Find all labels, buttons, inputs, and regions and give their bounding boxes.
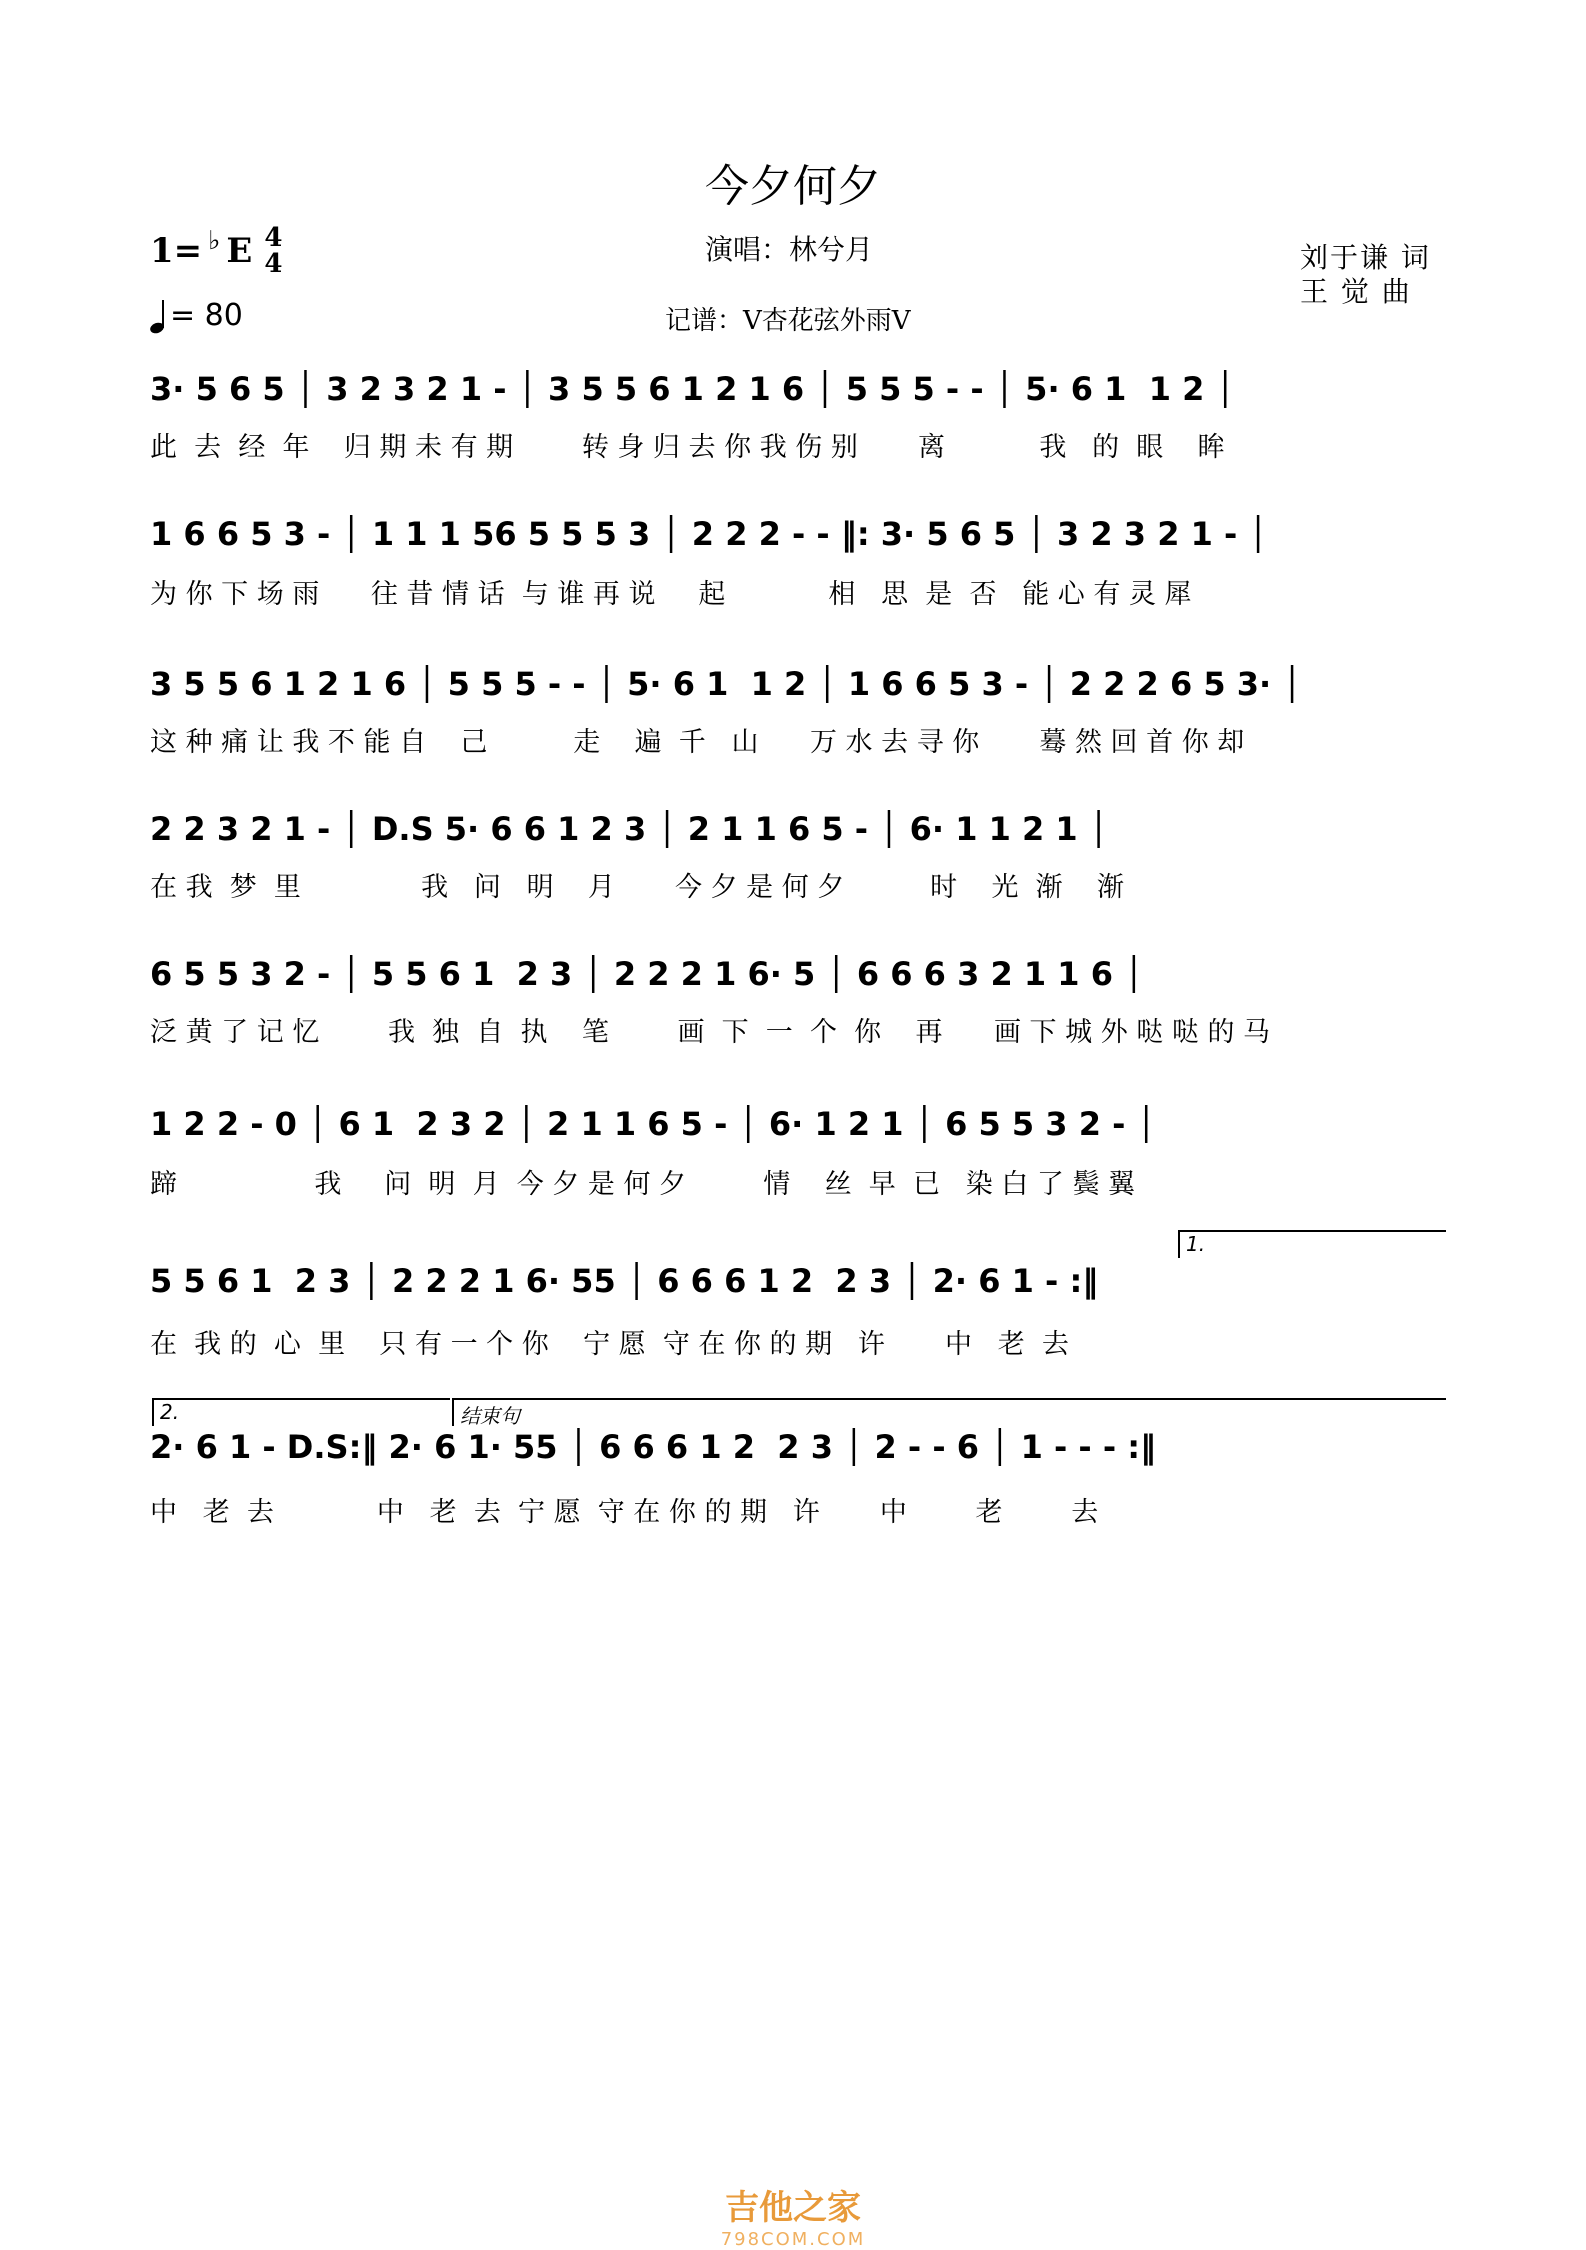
time-top: 4 [264,223,283,253]
singer-credit: 演唱：林兮月 [705,233,874,266]
second-ending-bracket [152,1398,450,1426]
site-watermark [0,2180,1586,2250]
tempo-value: = 80 [170,298,243,333]
notation-row-2: 1 6 6 5 3 - │ 1 1 1 56 5 5 5 3 │ 2 2 2 - - ‖: 3· 5 6 5 │ 3 2 3 2 1 - │ [150,515,1268,553]
lyrics-row-1: 此 去 经 年 归 期 未 有 期 转 身 归 去 你 我 伤 别 离 我 的 眼 眸 [150,432,1225,463]
notation-row-3: 3 5 5 6 1 2 1 6 │ 5 5 5 - - │ 5· 6 1 1 2 │ 1 6 6 5 3 - │ 2 2 2 6 5 3· │ [150,665,1302,703]
watermark-title: 吉他之家 [725,2188,861,2228]
notation-row-7: 5 5 6 1 2 3 │ 2 2 2 1 6· 55 │ 6 6 6 1 2 2 3 │ 2· 6 1 - :‖ [150,1262,1099,1300]
composer-credit: 王 觉 曲 [1300,275,1412,308]
first-ending-label: 1. [1186,1232,1206,1256]
time-bottom: 4 [264,249,283,279]
time-signature [264,225,282,277]
key-note: E [226,231,253,271]
second-ending-label: 2. [160,1400,180,1424]
notation-row-1: 3· 5 6 5 │ 3 2 3 2 1 - │ 3 5 5 6 1 2 1 6 │ 5 5 5 - - │ 5· 6 1 1 2 │ [150,370,1235,408]
notation-row-5: 6 5 5 3 2 - │ 5 5 6 1 2 3 │ 2 2 2 1 6· 5 │ 6 6 6 3 2 1 1 6 │ [150,955,1144,993]
flat-sign: ♭ [208,226,221,256]
lyrics-row-3: 这 种 痛 让 我 不 能 自 己 走 遍 千 山 万 水 去 寻 你 蓦 然 回 首 你 却 [150,727,1245,758]
quarter-note-icon [150,299,166,333]
lyrics-row-5: 泛 黄 了 记 忆 我 独 自 执 笔 画 下 一 个 你 再 画 下 城 外 哒 哒 的 马 [150,1017,1271,1048]
coda-label: 结束句 [460,1404,520,1428]
lyricist-credit: 刘于谦 词 [1300,241,1431,274]
first-ending-bracket [1178,1230,1446,1258]
song-title: 今夕何夕 [705,161,881,212]
transcriber-credit: 记谱：V杏花弦外雨V [665,306,911,336]
lyrics-row-6: 蹄 我 问 明 月 今 夕 是 何 夕 情 丝 早 已 染 白 了 鬓 翼 [150,1169,1136,1200]
coda-bracket [452,1398,1446,1426]
key-signature [150,225,282,277]
watermark-url: 798COM.COM [720,2229,866,2250]
notation-row-4: 2 2 3 2 1 - │ D.S 5· 6 6 1 2 3 │ 2 1 1 6 5 - │ 6· 1 1 2 1 │ [150,810,1109,848]
lyrics-row-8: 中 老 去 中 老 去 宁 愿 守 在 你 的 期 许 中 老 去 [150,1497,1099,1528]
lyrics-row-2: 为 你 下 场 雨 往 昔 情 话 与 谁 再 说 起 相 思 是 否 能 心 有 灵 犀 [150,579,1192,610]
lyrics-row-7: 在 我 的 心 里 只 有 一 个 你 宁 愿 守 在 你 的 期 许 中 老 去 [150,1329,1069,1360]
tempo-marking [150,298,243,333]
key-prefix: 1= [150,231,203,271]
notation-row-6: 1 2 2 - 0 │ 6 1 2 3 2 │ 2 1 1 6 5 - │ 6· 1 2 1 │ 6 5 5 3 2 - │ [150,1105,1156,1143]
notation-row-8: 2· 6 1 - D.S:‖ 2· 6 1· 55 │ 6 6 6 1 2 2 3 │ 2 - - 6 │ 1 - - - :‖ [150,1428,1157,1466]
lyrics-row-4: 在 我 梦 里 我 问 明 月 今 夕 是 何 夕 时 光 渐 渐 [150,872,1124,903]
